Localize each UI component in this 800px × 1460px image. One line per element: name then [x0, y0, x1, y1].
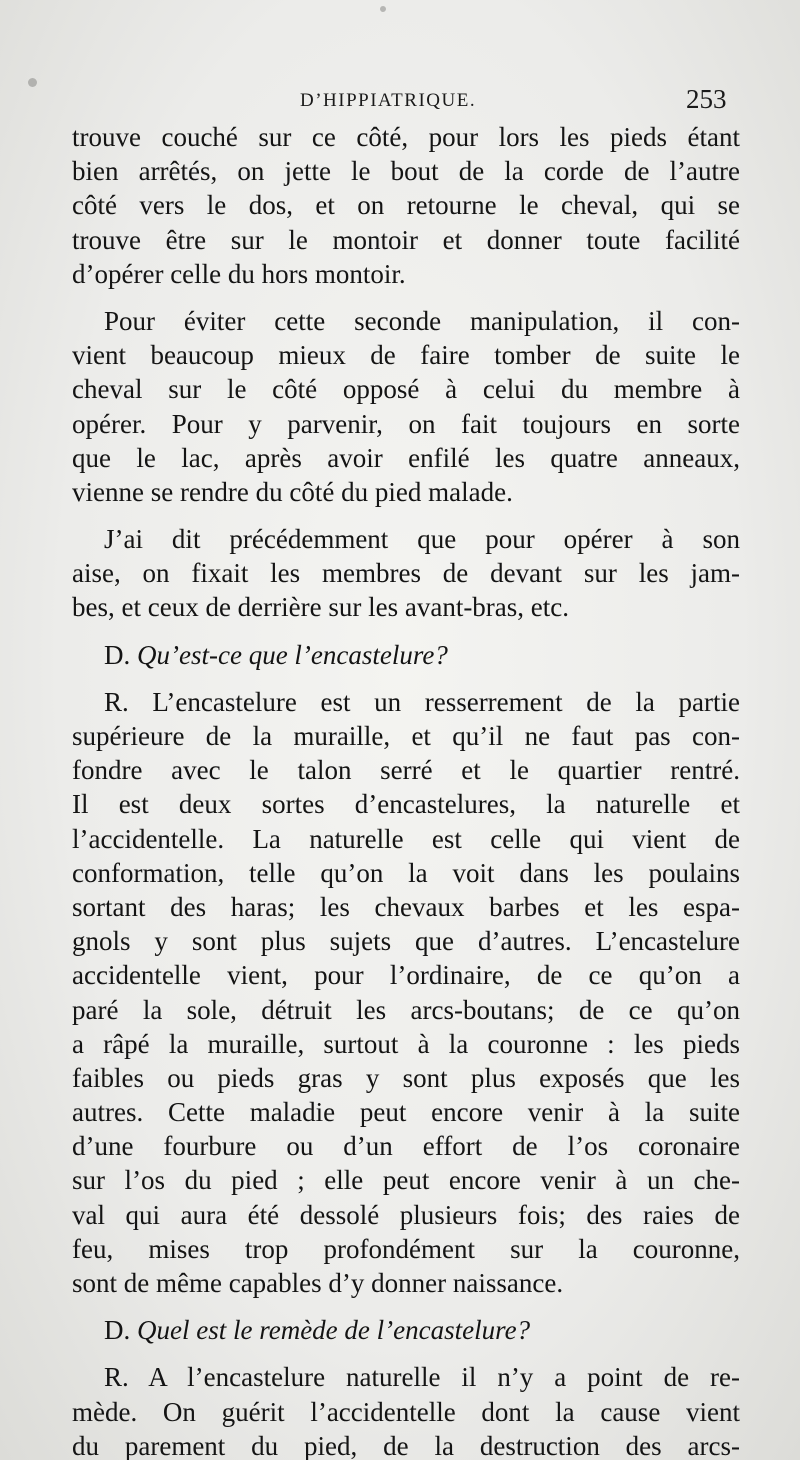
- text-line: du parement du pied, de la destruction des arcs-: [72, 1430, 740, 1460]
- text-line: sur l’os du pied ; elle peut encore venir à un che-: [72, 1165, 740, 1196]
- text-line: accidentelle vient, pour l’ordinaire, de ce qu’on a: [72, 960, 740, 991]
- running-head: [0, 84, 800, 120]
- question-line: [72, 1313, 740, 1347]
- text-line: sont de même capables d’y donner naissance.: [72, 1268, 564, 1298]
- text-line: bien arrêtés, on jette le bout de la corde de l’autre: [72, 156, 740, 187]
- page-body: [72, 120, 740, 1460]
- text-line: bes, et ceux de derrière sur les avant-bras, etc.: [72, 592, 570, 623]
- text-line: a râpé la muraille, surtout à la couronne : les pieds: [72, 1028, 740, 1059]
- text-line: d’opérer celle du hors montoir.: [72, 258, 406, 289]
- text-line: vienne se rendre du côté du pied malade.: [72, 476, 513, 507]
- text-line: paré la sole, détruit les arcs-boutans; de ce qu’on: [72, 994, 740, 1025]
- text-line: trouve être sur le montoir et donner toute facilité: [72, 224, 740, 255]
- text-line: mède. On guérit l’accidentelle dont la cause vient: [72, 1396, 740, 1427]
- text-line: aise, on fixait les membres de devant sur les jam-: [72, 558, 740, 589]
- text-line: Il est deux sortes d’encastelures, la naturelle et: [72, 789, 740, 820]
- question-text: Quel est le remède de l’encastelure?: [137, 1315, 531, 1346]
- text-line: d’une fourbure ou d’un effort de l’os coronaire: [72, 1131, 740, 1162]
- question-label: D.: [104, 1315, 131, 1346]
- text-line: feu, mises trop profondément sur la couronne,: [72, 1233, 740, 1264]
- ink-spot: [380, 6, 386, 12]
- text-line: fondre avec le talon serré et le quartier rentré.: [72, 755, 740, 786]
- question-line: [72, 638, 740, 672]
- question-label: D.: [104, 639, 131, 670]
- text-line: autres. Cette maladie peut encore venir à la suite: [72, 1097, 740, 1128]
- text-line: cheval sur le côté opposé à celui du membre à: [72, 374, 740, 405]
- text-line: gnols y sont plus sujets que d’autres. L’encastelure: [72, 926, 740, 957]
- text-line: trouve couché sur ce côté, pour lors les pieds étant: [72, 122, 740, 152]
- text-line: Pour éviter cette seconde manipulation, il con-: [104, 305, 740, 336]
- text-line: opérer. Pour y parvenir, on fait toujours en sorte: [72, 408, 740, 439]
- text-line: l’accidentelle. La naturelle est celle qui vient de: [72, 823, 740, 854]
- text-line: sortant des haras; les chevaux barbes et les espa-: [72, 891, 740, 922]
- text-line: faibles ou pieds gras y sont plus exposés que les: [72, 1062, 740, 1093]
- text-line: côté vers le dos, et on retourne le cheval, qui se: [72, 190, 740, 221]
- text-line: R. A l’encastelure naturelle il n’y a point de re-: [104, 1362, 740, 1393]
- text-line: vient beaucoup mieux de faire tomber de suite le: [72, 340, 740, 371]
- text-line: val qui aura été dessolé plusieurs fois; des raies de: [72, 1199, 740, 1230]
- page-number: 253: [686, 84, 727, 114]
- running-title: D’HIPPIATRIQUE.: [300, 90, 477, 111]
- question-text: Qu’est-ce que l’encastelure?: [137, 639, 448, 670]
- text-line: conformation, telle qu’on la voit dans les poulains: [72, 857, 740, 888]
- text-line: R. L’encastelure est un resserrement de la partie: [104, 686, 740, 717]
- text-line: supérieure de la muraille, et qu’il ne faut pas con-: [72, 721, 740, 751]
- text-line: J’ai dit précédemment que pour opérer à son: [104, 524, 740, 555]
- text-line: que le lac, après avoir enfilé les quatre anneaux,: [72, 442, 740, 473]
